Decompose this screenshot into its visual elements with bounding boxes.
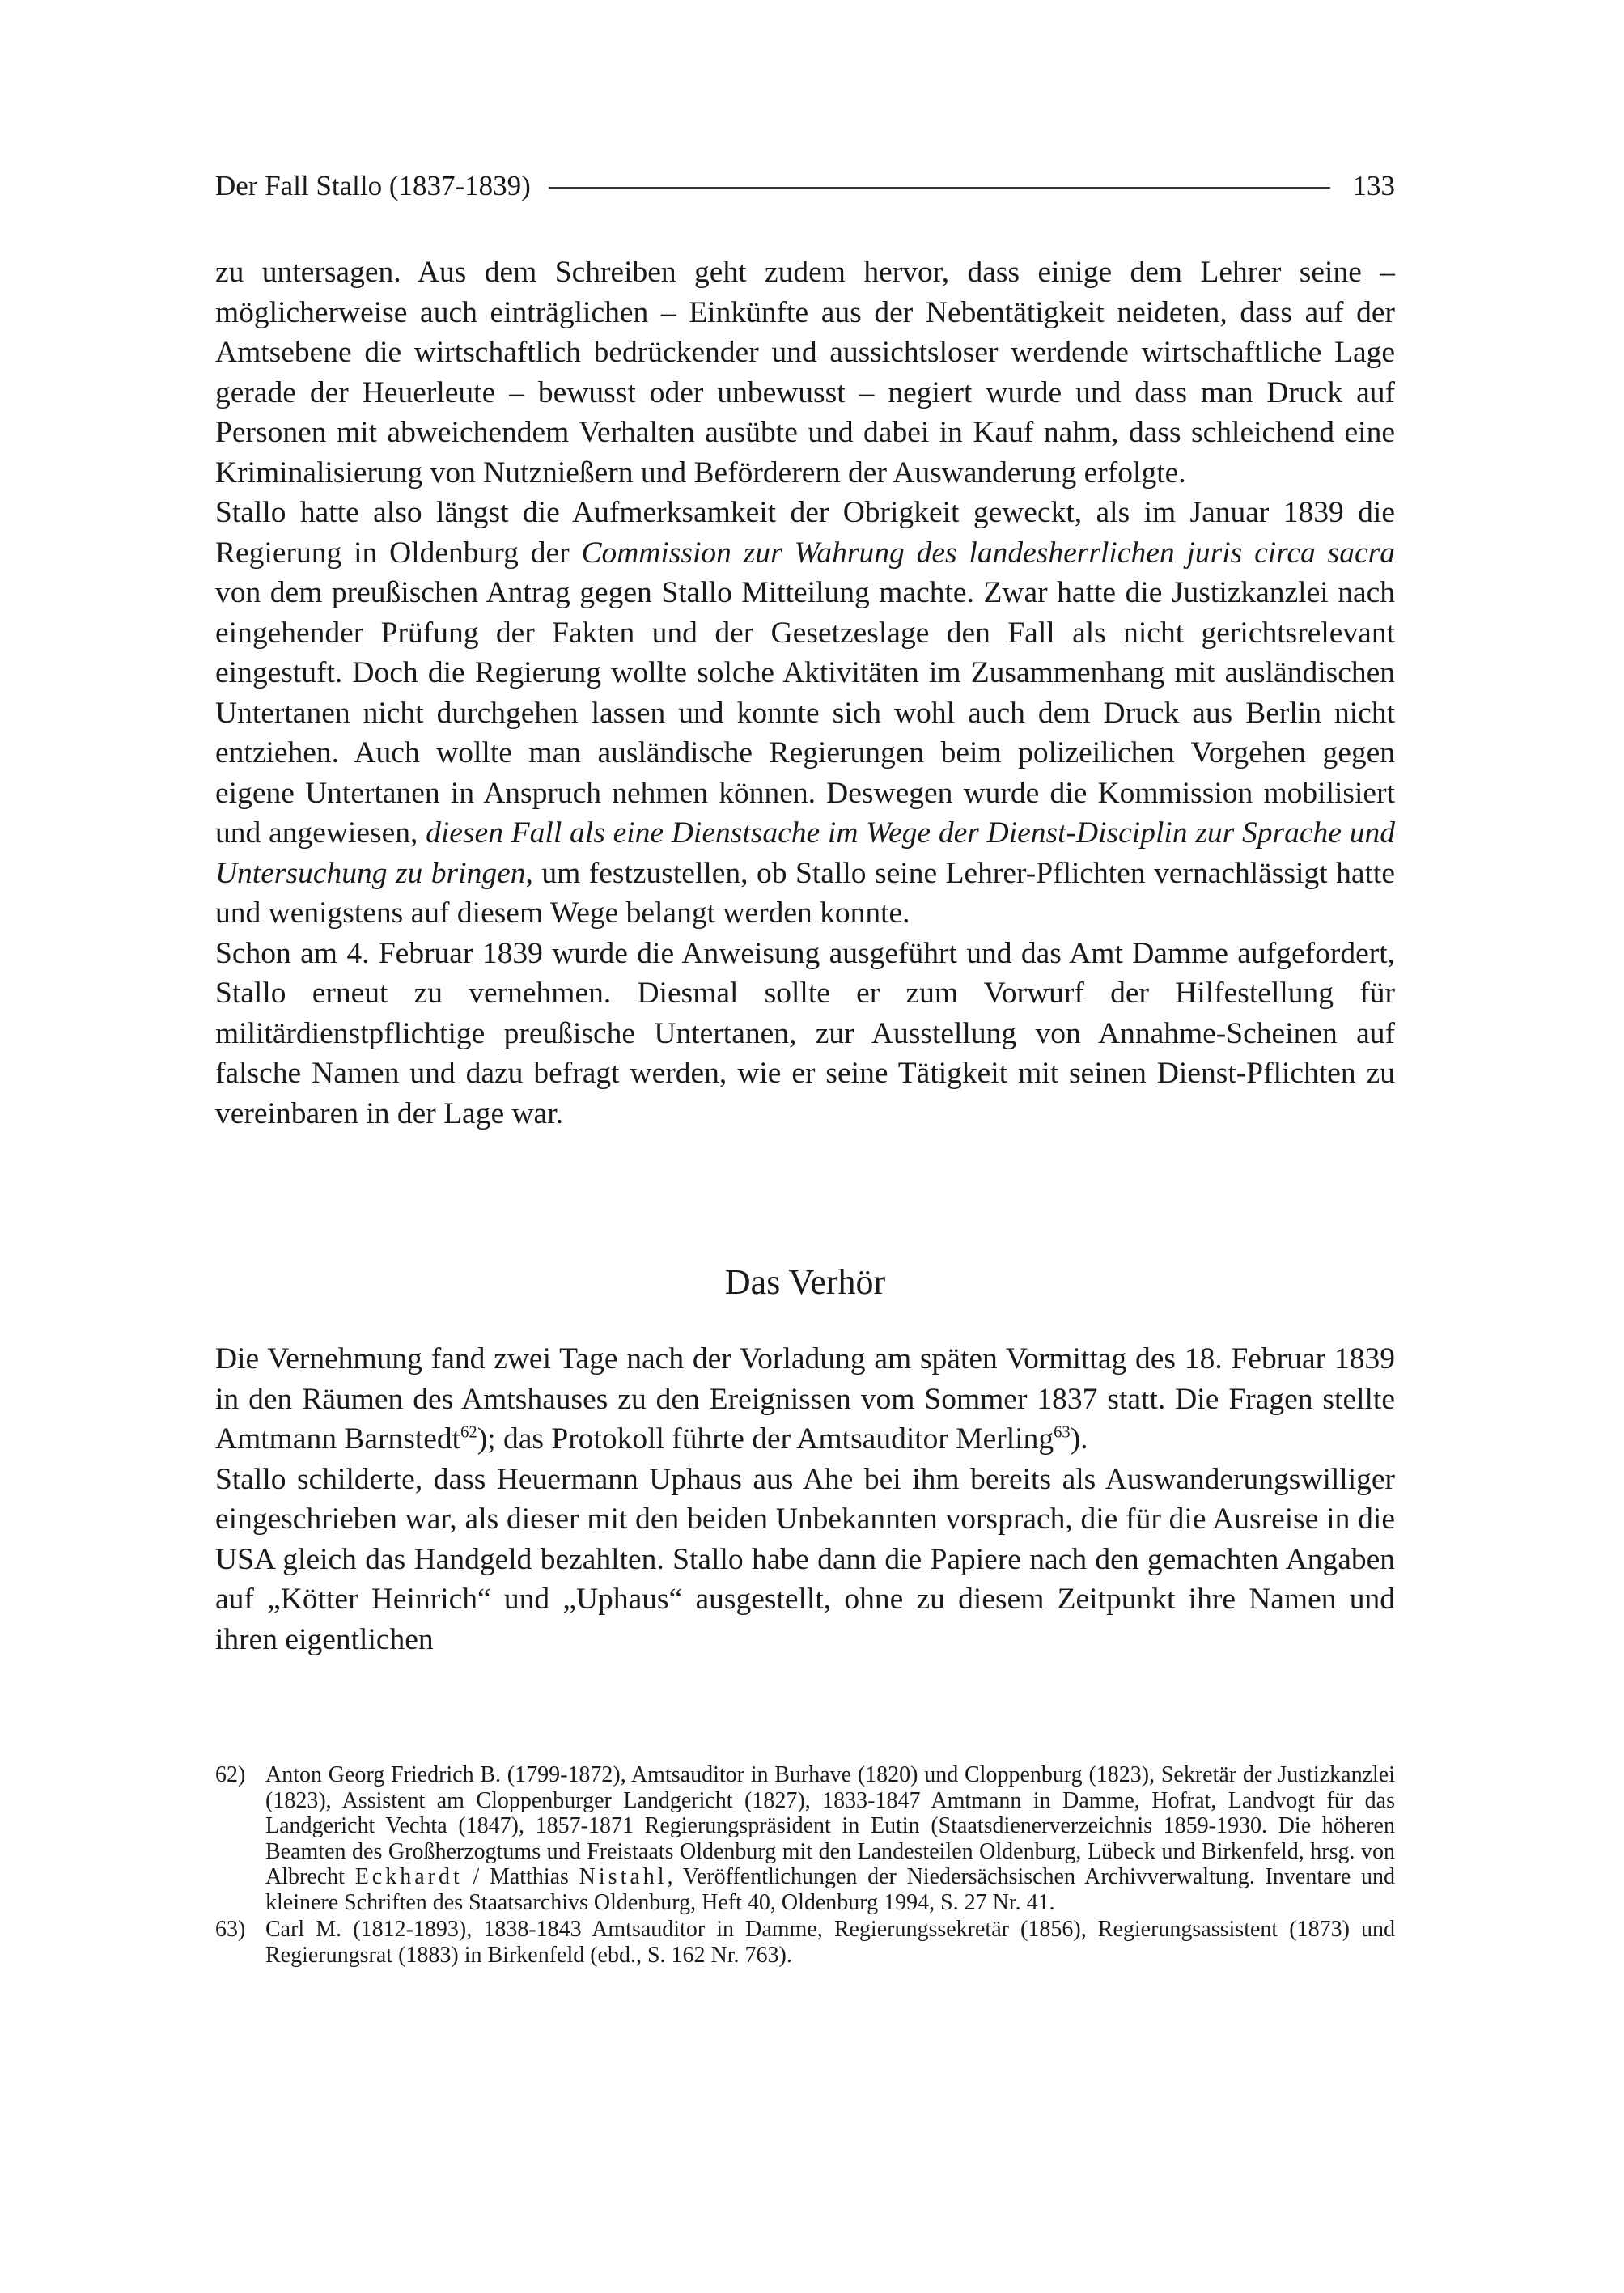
paragraph: Stallo schilderte, dass Heuermann Uphaus aus Ahe bei ihm bereits als Auswanderungswilliger eingeschrieben war, als dieser mit den beiden Unbekannten vorsprach, die für die Ausreise in die USA gleich das Handgeld bezahlten. Stallo habe dann die Papiere nach den gemachten Angaben auf „Kötter Heinrich“ und „Uphaus“ ausgestellt, ohne zu diesem Zeitpunkt ihre Namen und ihren eigentlichen (215, 1462, 1395, 1656)
paragraph: Die Vernehmung fand zwei Tage nach der Vorladung am späten Vormittag des 18. Februar 1839 in den Räumen des Amtshauses zu den Ereignissen vom Sommer 1837 statt. Die Fragen stellte Amtmann Barnstedt$^{62}$); das Protokoll führte der Amtsauditor Merling$^{63}$). (215, 1342, 1395, 1456)
running-head-title: Der Fall Stallo (1837-1839) (215, 170, 531, 201)
footnote-ref[interactable]: 63 (1054, 1423, 1071, 1442)
page-number: 133 (1352, 170, 1395, 201)
footnote (215, 1762, 1395, 1915)
footnote-text: Anton Georg Friedrich B. (1799-1872), Amtsauditor in Burhave (1820) und Cloppenburg (1823), Sekretär der Justizkanzlei (1823), Assistent am Cloppenburger Landgericht (1827), 1833-1847 Amtmann in Damme, Hofrat, Landvogt für das Landgericht Vechta (1847), 1857-1871 Regierungspräsident in Eutin (Staatsdienerverzeichnis 1859-1930. Die höheren Beamten des Großherzogtums und Freistaats Oldenburg mit den Landesteilen Oldenburg, Lübeck und Birkenfeld, hrsg. von Albrecht Eckhardt / Matthias Nistahl, Veröffentlichungen der Niedersächsischen Archivverwaltung. Inventare und kleinere Schriften des Staatsarchivs Oldenburg, Heft 40, Oldenburg 1994, S. 27 Nr. 41. (265, 1762, 1395, 1915)
body-text (215, 252, 1395, 1134)
section-heading: Das Verhör (724, 1262, 886, 1302)
footnote-number: 63) (215, 1917, 246, 1942)
italic-quote: Commission zur Wahrung des landesherrlichen juris circa sacra (581, 536, 1395, 570)
italic-quote: diesen Fall als eine Dienstsache im Wege der Dienst-Disciplin zur Sprache und Untersuchung zu bringen (215, 816, 1395, 890)
running-head (215, 166, 1395, 206)
section-body-text (215, 1339, 1395, 1659)
footnote-number: 62) (215, 1762, 246, 1787)
footnotes (215, 1762, 1395, 1969)
document-page (215, 0, 1395, 2293)
spaced-name: Eckhardt (354, 1864, 463, 1889)
footnote-ref[interactable]: 62 (460, 1423, 477, 1442)
spaced-name: Nistahl (579, 1864, 668, 1889)
paragraph: Stallo hatte also längst die Aufmerksamkeit der Obrigkeit geweckt, als im Januar 1839 die Regierung in Oldenburg der Commission zur Wahrung des landesherrlichen juris circa sacra von dem preußischen Antrag gegen Stallo Mitteilung machte. Zwar hatte die Justizkanzlei nach eingehender Prüfung der Fakten und der Gesetzeslage den Fall als nicht gerichtsrelevant eingestuft. Doch die Regierung wollte solche Aktivitäten im Zusammenhang mit ausländischen Untertanen nicht durchgehen lassen und konnte sich wohl auch dem Druck aus Berlin nicht entziehen. Auch wollte man ausländische Regierungen beim polizeilichen Vorgehen gegen eigene Untertanen in Anspruch nehmen können. Deswegen wurde die Kommission mobilisiert und angewiesen, diesen Fall als eine Dienstsache im Wege der Dienst-Disciplin zur Sprache und Untersuchung zu bringen, um festzustellen, ob Stallo seine Lehrer-Pflichten vernachlässigt hatte und wenigstens auf diesem Wege belangt werden konnte. (215, 496, 1395, 930)
paragraph: Schon am 4. Februar 1839 wurde die Anweisung ausgeführt und das Amt Damme aufgefordert, Stallo erneut zu vernehmen. Diesmal sollte er zum Vorwurf der Hilfestellung für militärdienstpflichtige preußische Untertanen, zur Ausstellung von Annahme-Scheinen auf falsche Namen und dazu befragt werden, wie er seine Tätigkeit mit seinen Dienst-Pflichten zu vereinbaren in der Lage war. (215, 936, 1395, 1130)
running-head-rule (549, 187, 1330, 189)
paragraph: zu untersagen. Aus dem Schreiben geht zudem hervor, dass einige dem Lehrer seine – möglicherweise auch einträglichen – Einkünfte aus der Nebentätigkeit neideten, dass auf der Amtsebene die wirtschaftlich bedrückender und aussichtsloser werdende wirtschaftliche Lage gerade der Heuerleute – bewusst oder unbewusst – negiert wurde und dass man Druck auf Personen mit abweichendem Verhalten ausübte und dabei in Kauf nahm, dass schleichend eine Kriminalisierung von Nutznießern und Beförderern der Auswanderung erfolgte. (215, 256, 1395, 490)
footnote (215, 1917, 1395, 1968)
footnote-text: Carl M. (1812-1893), 1838-1843 Amtsauditor in Damme, Regierungssekretär (1856), Regierungsassistent (1873) und Regierungsrat (1883) in Birkenfeld (ebd., S. 162 Nr. 763). (265, 1917, 1395, 1968)
